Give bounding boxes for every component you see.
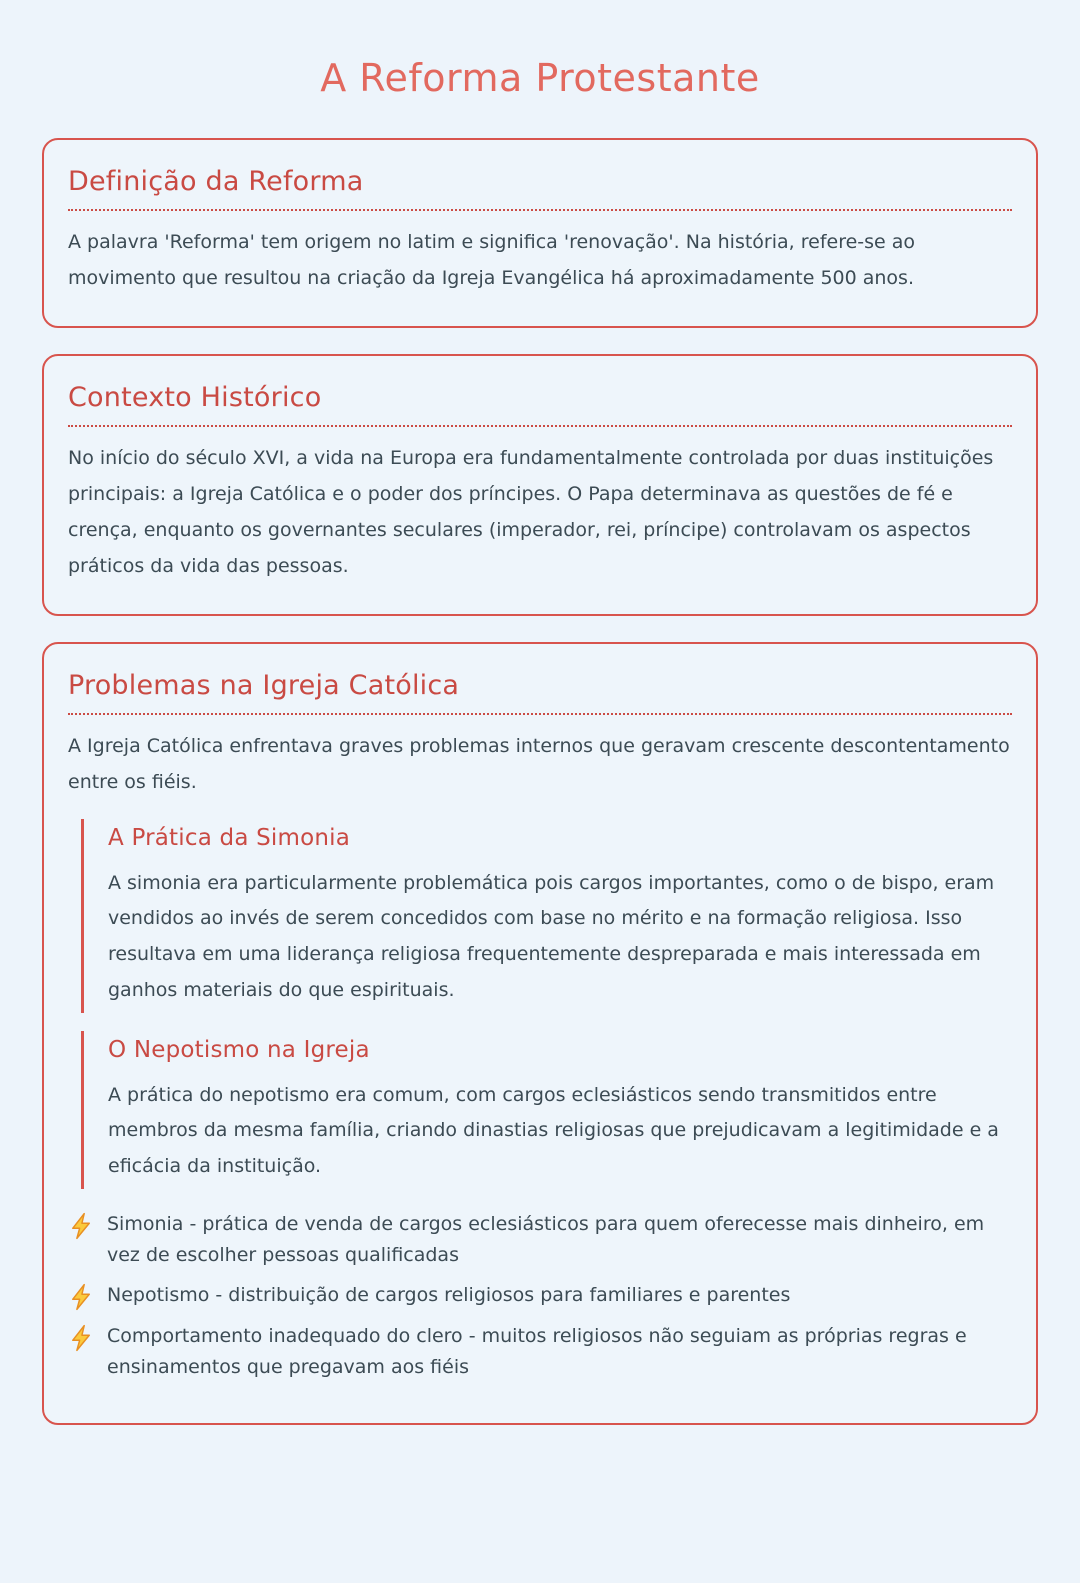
card-definicao-da-reforma bbox=[42, 138, 1038, 328]
key-points-list bbox=[68, 1209, 1012, 1383]
list-item bbox=[68, 1321, 1012, 1383]
subsection-heading-nepotismo: O Nepotismo na Igreja bbox=[108, 1036, 370, 1063]
card-problemas-igreja bbox=[42, 642, 1038, 1425]
list-item-text: Comportamento inadequado do clero - muitos religiosos não seguiam as próprias regras e ensinamentos que pregavam aos fiéis bbox=[107, 1325, 967, 1379]
list-item bbox=[68, 1209, 1012, 1271]
section-paragraph-definicao: A palavra 'Reforma' tem origem no latim e significa 'renovação'. Na história, refere-se ao movimento que resultou na criação da Igreja Evangélica há aproximadamente 500 anos. bbox=[68, 231, 916, 289]
section-heading-problemas: Problemas na Igreja Católica bbox=[68, 670, 1012, 715]
subsection-nepotismo bbox=[81, 1031, 1012, 1189]
subsection-paragraph-nepotismo: A prática do nepotismo era comum, com cargos eclesiásticos sendo transmitidos entre membros da mesma família, criando dinastias religiosas que prejudicavam a legitimidade e a eficácia da instituição. bbox=[108, 1083, 999, 1178]
section-paragraph-contexto: No início do século XVI, a vida na Europa era fundamentalmente controlada por duas instituições principais: a Igreja Católica e o poder dos príncipes. O Papa determinava as questões de fé e crença, enquanto os governantes seculares (imperador, rei, príncipe) controlavam os aspectos práticos da vida das pessoas. bbox=[68, 447, 994, 577]
subsection-paragraph-simonia: A simonia era particularmente problemática pois cargos importantes, como o de bispo, eram vendidos ao invés de serem concedidos com base no mérito e na formação religiosa. Isso resultava em uma liderança religiosa frequentemente despreparada e mais interessada em ganhos materiais do que espirituais. bbox=[108, 871, 995, 1001]
lightning-icon bbox=[70, 1212, 92, 1240]
list-item bbox=[68, 1280, 1012, 1311]
lightning-icon bbox=[70, 1324, 92, 1352]
lightning-icon bbox=[70, 1283, 92, 1311]
section-heading-contexto: Contexto Histórico bbox=[68, 382, 1012, 427]
subsection-simonia bbox=[81, 819, 1012, 1013]
subsection-heading-simonia: A Prática da Simonia bbox=[108, 824, 351, 851]
list-item-text: Simonia - prática de venda de cargos eclesiásticos para quem oferecesse mais dinheiro, em vez de escolher pessoas qualificadas bbox=[107, 1212, 985, 1266]
list-item-text: Nepotismo - distribuição de cargos religiosos para familiares e parentes bbox=[107, 1284, 791, 1307]
section-paragraph-problemas: A Igreja Católica enfrentava graves problemas internos que geravam crescente descontentamento entre os fiéis. bbox=[68, 735, 1010, 794]
card-contexto-historico bbox=[42, 354, 1038, 616]
section-heading-definicao: Definição da Reforma bbox=[68, 166, 1012, 211]
page-title: A Reforma Protestante bbox=[320, 56, 760, 100]
